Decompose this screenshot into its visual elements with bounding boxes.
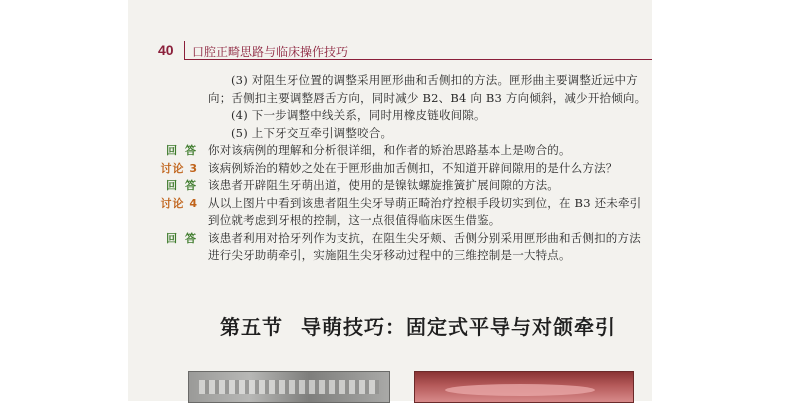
section-title: 导萌技巧：固定式平导与对颌牵引	[301, 315, 616, 339]
answer-text: 你对该病例的理解和分析很详细，和作者的矫治思路基本上是吻合的。	[208, 143, 571, 157]
book-page	[128, 0, 652, 401]
answer-label: 回 答	[166, 179, 198, 192]
answer-text: 该患者利用对拾牙列作为支抗，在阻生尖牙颊、舌侧分别采用匣形曲和舌侧扣的方法进行尖牙助萌牵引，实施阻生尖牙移动过程中的三维控制是一大特点。	[208, 230, 641, 262]
list-item-4: (4) 下一步调整中线关系，同时用橡皮链收间隙。	[231, 108, 486, 122]
answer-3	[166, 230, 648, 265]
intraoral-lip-graphic	[445, 384, 595, 396]
answer-1	[166, 142, 648, 160]
discussion-label: 讨论 4	[160, 196, 198, 210]
answer-text: 该患者开辟阻生牙萌出道，使用的是镍钛螺旋推簧扩展间隙的方法。	[208, 178, 559, 192]
discussion-3	[160, 160, 648, 178]
answer-label: 回 答	[166, 231, 198, 245]
section-heading	[220, 311, 616, 340]
body-text	[160, 72, 648, 265]
page-header	[128, 38, 652, 64]
header-horizontal-rule	[184, 59, 652, 60]
answer-label: 回 答	[166, 144, 198, 157]
answer-2	[166, 177, 648, 195]
header-vertical-rule	[184, 41, 185, 59]
discussion-text: 该病例矫治的精妙之处在于匣形曲加舌侧扣，不知道开辟间隙用的是什么方法？	[208, 160, 618, 175]
discussion-4	[160, 195, 648, 230]
discussion-label: 讨论 3	[160, 161, 198, 175]
xray-photo	[188, 371, 390, 403]
page-number: 40	[158, 42, 174, 58]
intraoral-photo	[414, 371, 634, 403]
list-item-5: (5) 上下牙交互牵引调整咬合。	[231, 125, 393, 140]
running-title: 口腔正畸思路与临床操作技巧	[192, 45, 349, 59]
discussion-text: 从以上图片中看到该患者阻生尖牙导萌正畸治疗控根手段切实到位，在 B3 还未牵引到位就考虑到牙根的控制，这一点很值得临床医生借鉴。	[208, 195, 642, 227]
list-item-3: (3) 对阻生牙位置的调整采用匣形曲和舌侧扣的方法。匣形曲主要调整近远中方向；舌侧扣主要调整唇舌方向，同时减少 B2、B4 向 B3 方向倾斜，减少开拾倾向。	[208, 73, 647, 105]
xray-teeth-graphic	[199, 380, 379, 394]
section-number: 第五节	[220, 315, 283, 339]
